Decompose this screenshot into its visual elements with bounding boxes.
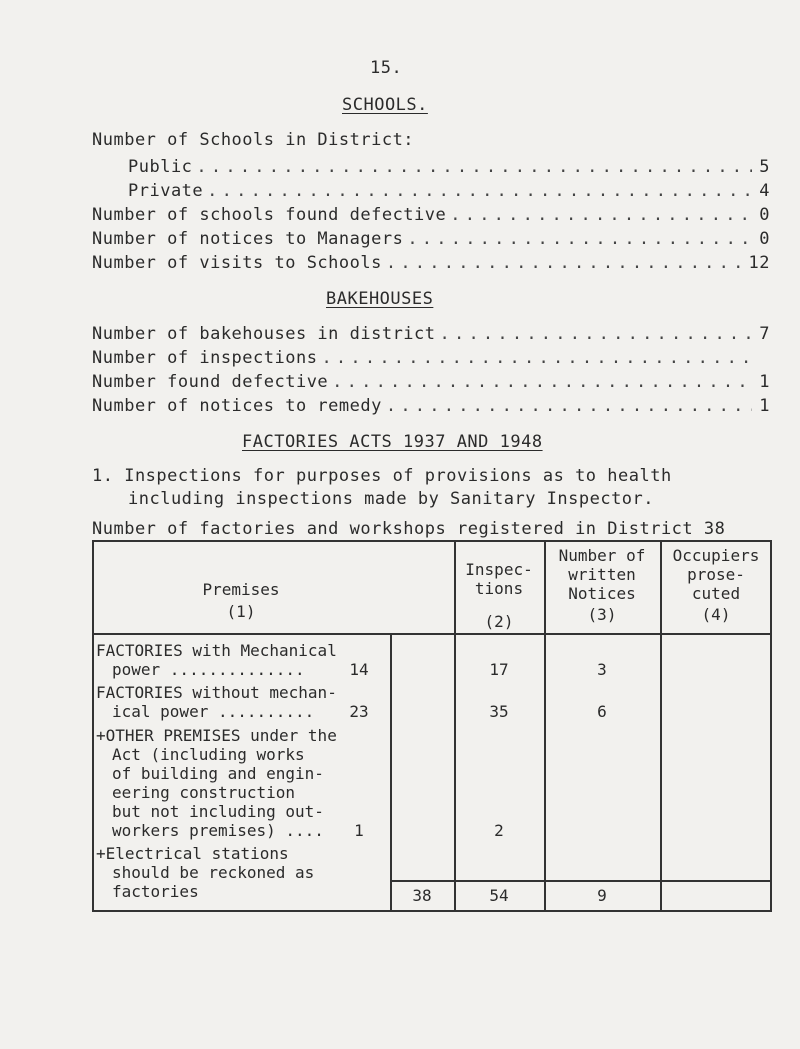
row-value: 12	[748, 253, 770, 273]
table-header-rule	[92, 633, 772, 635]
row-label: Number found defective	[92, 372, 329, 392]
table-note: +Electrical stations	[96, 844, 289, 863]
header-inspections-num: (2)	[484, 612, 514, 631]
row-notices: 3	[597, 660, 607, 679]
table-note: should be reckoned as	[112, 863, 315, 882]
row-inspections: 2	[494, 821, 504, 840]
header-notices-line2: written	[568, 565, 636, 584]
row-label: Number of notices to remedy	[92, 396, 382, 416]
header-premises-label: Premises	[202, 580, 280, 599]
table-row-label: Act (including works	[112, 745, 305, 764]
factories-item-1-line2: including inspections made by Sanitary Inspector.	[128, 489, 655, 509]
schools-row-notices	[92, 229, 770, 249]
header-prosecuted	[660, 546, 772, 624]
row-label: Private	[128, 181, 204, 201]
factories-registered-text: Number of factories and workshops registered in District 38	[92, 519, 726, 539]
header-inspections-line2: tions	[474, 579, 524, 598]
header-prosecuted-line2: prose-	[687, 565, 745, 584]
header-prosecuted-line3: cuted	[691, 584, 741, 603]
factories-heading: FACTORIES ACTS 1937 AND 1948	[242, 432, 543, 452]
bakehouses-heading: BAKEHOUSES	[326, 289, 434, 309]
table-row-label: workers premises) ....	[112, 821, 324, 840]
header-inspections-line1: Inspec-	[465, 560, 533, 579]
table-row-label: power ..............	[112, 660, 305, 679]
table-col-rule	[390, 634, 392, 911]
row-label: Number of schools found defective	[92, 205, 447, 225]
header-notices-line1: Number of	[558, 546, 646, 565]
bakehouses-row-inspections	[92, 348, 770, 368]
schools-row-visits	[92, 253, 770, 273]
total-notices: 9	[597, 886, 607, 905]
row-inspections: 17	[489, 660, 509, 679]
table-row-label: of building and engin-	[112, 764, 324, 783]
header-premises-num: (1)	[226, 602, 256, 621]
row-label: Number of bakehouses in district	[92, 324, 436, 344]
row-registered: 1	[354, 821, 364, 840]
schools-row-private	[128, 181, 770, 201]
schools-row-defective	[92, 205, 770, 225]
row-registered: 14	[349, 660, 369, 679]
header-prosecuted-line1: Occupiers	[672, 546, 760, 565]
header-premises	[92, 580, 390, 621]
row-inspections: 35	[489, 702, 509, 721]
row-label: Number of visits to Schools	[92, 253, 382, 273]
row-notices: 6	[597, 702, 607, 721]
table-note: factories	[112, 882, 199, 901]
page-number: 15.	[370, 58, 403, 78]
row-value: 0	[759, 205, 770, 225]
header-notices-line3: Notices	[568, 584, 636, 603]
row-value: 7	[759, 324, 770, 344]
table-totals-rule	[390, 880, 770, 882]
header-notices	[544, 546, 660, 624]
total-registered: 38	[412, 886, 432, 905]
row-value: 4	[759, 181, 770, 201]
row-value: 0	[759, 229, 770, 249]
table-row-label: FACTORIES with Mechanical	[96, 641, 337, 660]
table-row-label: +OTHER PREMISES under the	[96, 726, 337, 745]
row-value: 1	[759, 396, 770, 416]
table-row-label: but not including out-	[112, 802, 324, 821]
total-inspections: 54	[489, 886, 509, 905]
schools-heading: SCHOOLS.	[342, 95, 428, 115]
factories-table	[92, 540, 770, 910]
schools-intro: Number of Schools in District:	[92, 130, 415, 150]
table-row-label: ical power ..........	[112, 702, 315, 721]
table-row-label: eering construction	[112, 783, 296, 802]
table-top-rule	[92, 540, 772, 542]
factories-item-1-line1: 1. Inspections for purposes of provisions as to health	[92, 466, 672, 486]
header-prosecuted-num: (4)	[701, 605, 731, 624]
row-label: Public	[128, 157, 193, 177]
schools-row-public	[128, 157, 770, 177]
bakehouses-row-notices	[92, 396, 770, 416]
header-inspections	[454, 560, 544, 631]
table-row-label: FACTORIES without mechan-	[96, 683, 337, 702]
row-value: 1	[759, 372, 770, 392]
header-notices-num: (3)	[587, 605, 617, 624]
bakehouses-row-count	[92, 324, 770, 344]
bakehouses-row-defective	[92, 372, 770, 392]
row-label: Number of notices to Managers	[92, 229, 404, 249]
row-label: Number of inspections	[92, 348, 318, 368]
row-value: 5	[759, 157, 770, 177]
table-bottom-rule	[92, 910, 772, 912]
row-registered: 23	[349, 702, 369, 721]
